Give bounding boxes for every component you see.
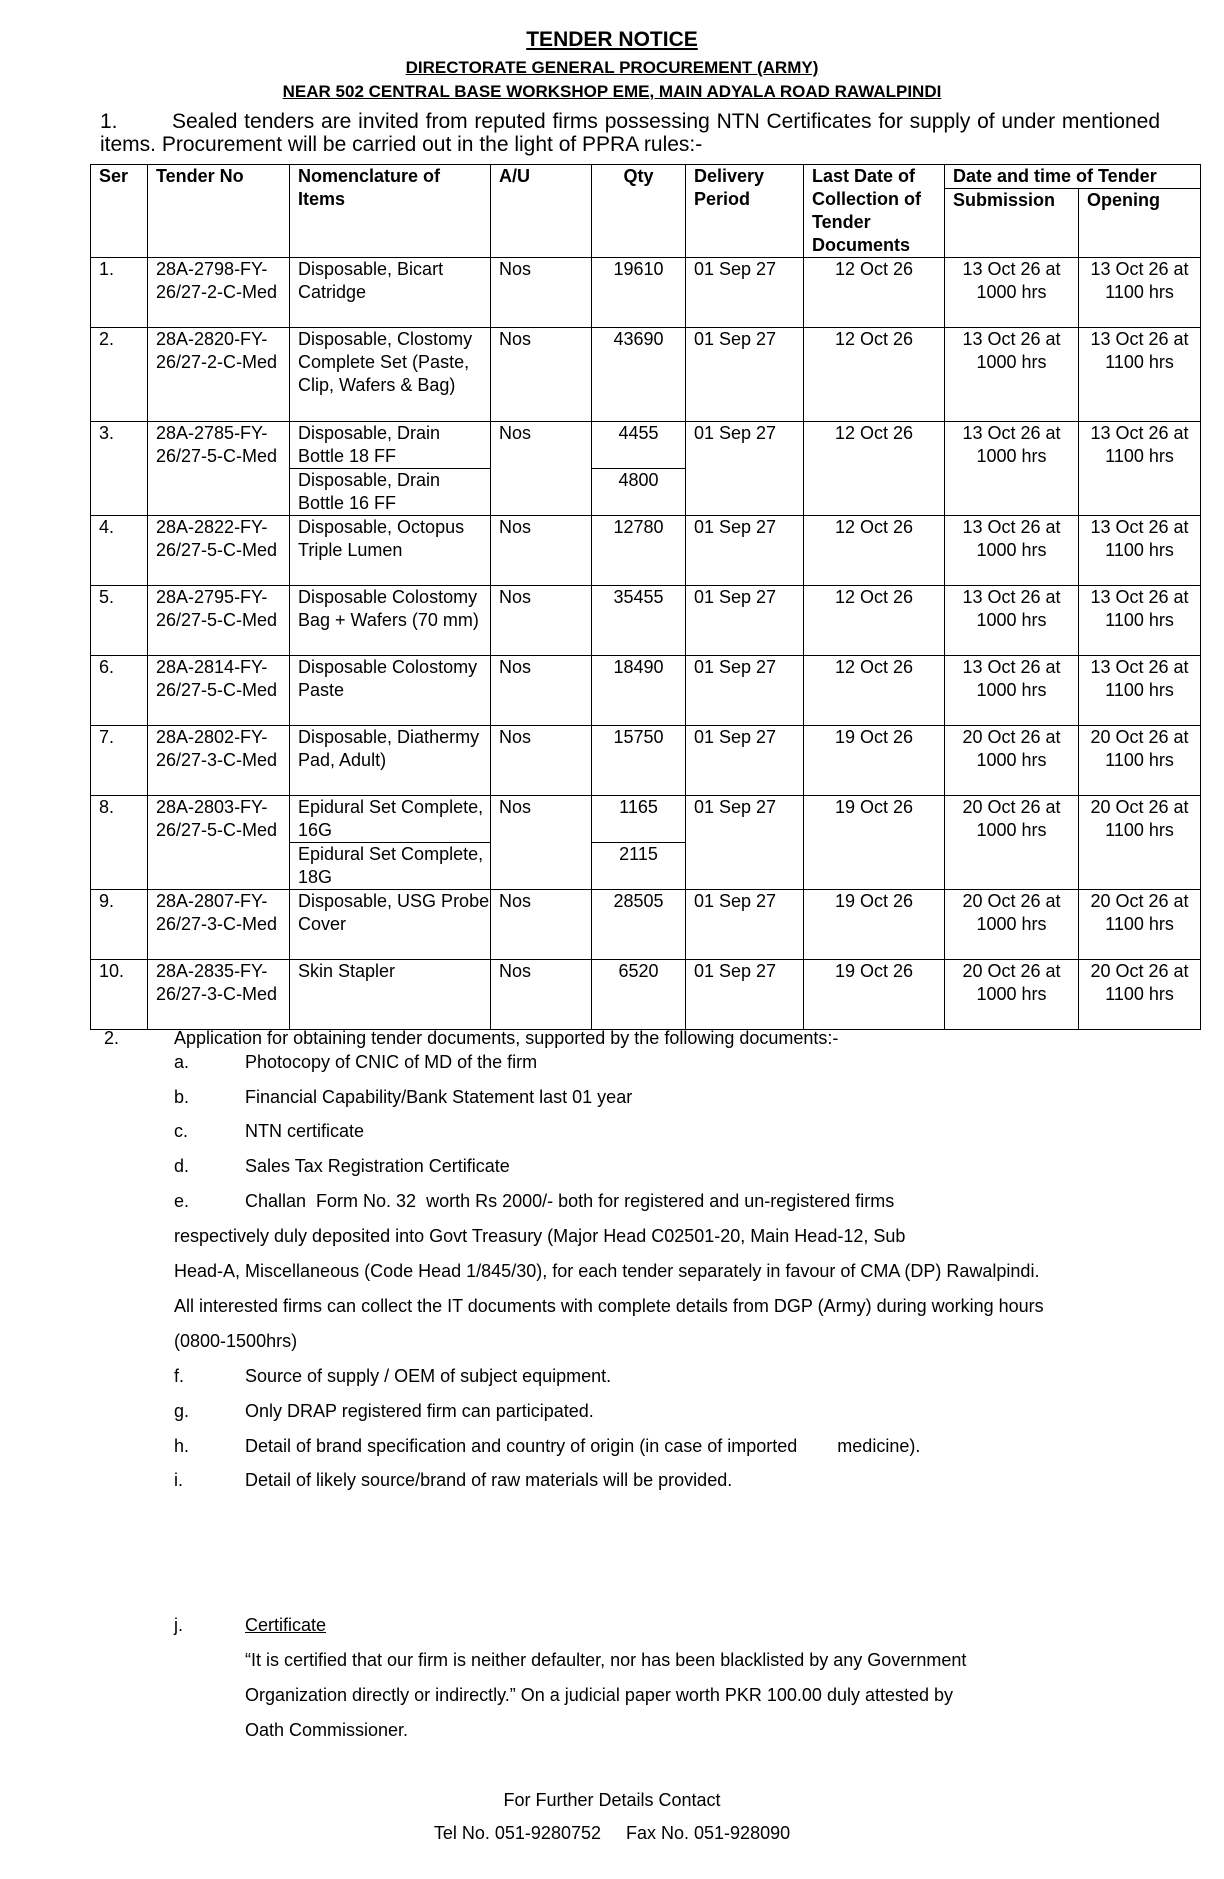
organization-address: NEAR 502 CENTRAL BASE WORKSHOP EME, MAIN ADYALA ROAD RAWALPINDI (282, 82, 942, 101)
cell-ser: 2. (91, 328, 148, 422)
table-row (91, 328, 1201, 422)
cell-tender-no: 28A-2802-FY-26/27-3-C-Med (148, 726, 290, 796)
list-letter: i. (174, 1470, 183, 1490)
header-ser: Ser (91, 165, 148, 258)
cell-au: Nos (491, 586, 592, 656)
section-2-number: 2. (104, 1028, 120, 1048)
header-date-time: Date and time of Tender (945, 165, 1201, 189)
cell-submission: 13 Oct 26 at 1000 hrs (945, 328, 1079, 422)
cell-opening: 13 Oct 26 at 1100 hrs (1079, 258, 1201, 328)
cell-nomenclature: Disposable Colostomy Paste (290, 656, 491, 726)
challan-continuation: Head-A, Miscellaneous (Code Head 1/845/30), for each tender separately in favour of CMA (DP) Rawalpindi. (174, 1261, 1040, 1281)
header-last-date: Last Date of Collection of Tender Documents (804, 165, 945, 258)
cell-delivery: 01 Sep 27 (686, 516, 804, 586)
intro-text: Sealed tenders are invited from reputed firms possessing NTN Certificates for supply of under mentioned items. Procurement will be carried out in the light of PPRA rules:- (100, 110, 1160, 156)
cell-qty: 15750 (592, 726, 686, 796)
cell-last-date: 19 Oct 26 (804, 960, 945, 1030)
cell-au: Nos (491, 422, 592, 516)
cell-last-date: 19 Oct 26 (804, 796, 945, 890)
cell-au: Nos (491, 890, 592, 960)
header-au: A/U (491, 165, 592, 258)
table-row (91, 258, 1201, 328)
cell-nomenclature: Epidural Set Complete, 16G (290, 796, 491, 843)
cell-tender-no: 28A-2835-FY-26/27-3-C-Med (148, 960, 290, 1030)
list-letter: b. (174, 1087, 190, 1107)
list-text: Detail of brand specification and country of origin (in case of imported medicine). (245, 1436, 921, 1456)
list-letter: h. (174, 1436, 190, 1456)
cell-opening: 20 Oct 26 at 1100 hrs (1079, 796, 1201, 890)
header-submission: Submission (945, 189, 1079, 258)
cell-ser: 5. (91, 586, 148, 656)
cell-last-date: 12 Oct 26 (804, 422, 945, 516)
cell-au: Nos (491, 328, 592, 422)
cell-qty: 43690 (592, 328, 686, 422)
cell-tender-no: 28A-2798-FY-26/27-2-C-Med (148, 258, 290, 328)
cell-submission: 20 Oct 26 at 1000 hrs (945, 960, 1079, 1030)
cell-delivery: 01 Sep 27 (686, 258, 804, 328)
cell-opening: 13 Oct 26 at 1100 hrs (1079, 422, 1201, 516)
cell-delivery: 01 Sep 27 (686, 960, 804, 1030)
cell-ser: 7. (91, 726, 148, 796)
list-letter: a. (174, 1052, 190, 1072)
cell-delivery: 01 Sep 27 (686, 890, 804, 960)
cell-delivery: 01 Sep 27 (686, 422, 804, 516)
cell-qty: 4800 (592, 469, 686, 516)
cell-au: Nos (491, 960, 592, 1030)
cell-nomenclature: Skin Stapler (290, 960, 491, 1030)
cell-qty: 12780 (592, 516, 686, 586)
cell-nomenclature: Disposable, USG Probe Cover (290, 890, 491, 960)
table-row (91, 960, 1201, 1030)
cell-tender-no: 28A-2807-FY-26/27-3-C-Med (148, 890, 290, 960)
cell-last-date: 19 Oct 26 (804, 726, 945, 796)
cell-last-date: 12 Oct 26 (804, 516, 945, 586)
intro-paragraph (100, 110, 1160, 156)
cell-qty: 19610 (592, 258, 686, 328)
cell-au: Nos (491, 258, 592, 328)
cell-nomenclature: Epidural Set Complete, 18G (290, 843, 491, 890)
cell-opening: 13 Oct 26 at 1100 hrs (1079, 586, 1201, 656)
cell-opening: 13 Oct 26 at 1100 hrs (1079, 516, 1201, 586)
cell-ser: 10. (91, 960, 148, 1030)
table-row (91, 656, 1201, 726)
cell-submission: 20 Oct 26 at 1000 hrs (945, 890, 1079, 960)
certificate-heading: Certificate (245, 1615, 327, 1635)
cell-opening: 13 Oct 26 at 1100 hrs (1079, 656, 1201, 726)
cell-submission: 13 Oct 26 at 1000 hrs (945, 516, 1079, 586)
cell-last-date: 19 Oct 26 (804, 890, 945, 960)
cell-tender-no: 28A-2795-FY-26/27-5-C-Med (148, 586, 290, 656)
cell-submission: 13 Oct 26 at 1000 hrs (945, 656, 1079, 726)
cell-tender-no: 28A-2820-FY-26/27-2-C-Med (148, 328, 290, 422)
tender-table (90, 164, 1201, 1030)
cell-tender-no: 28A-2803-FY-26/27-5-C-Med (148, 796, 290, 890)
cell-submission: 13 Oct 26 at 1000 hrs (945, 258, 1079, 328)
cell-delivery: 01 Sep 27 (686, 328, 804, 422)
cell-qty: 1165 (592, 796, 686, 843)
table-body (91, 258, 1201, 1030)
certificate-text: Organization directly or indirectly.” On a judicial paper worth PKR 100.00 duly attested by (245, 1685, 954, 1705)
header-qty: Qty (592, 165, 686, 258)
header-opening: Opening (1079, 189, 1201, 258)
cell-au: Nos (491, 516, 592, 586)
cell-qty: 6520 (592, 960, 686, 1030)
cell-nomenclature: Disposable, Bicart Catridge (290, 258, 491, 328)
header-tender-no: Tender No (148, 165, 290, 258)
cell-ser: 9. (91, 890, 148, 960)
list-letter: f. (174, 1366, 185, 1386)
list-text: Only DRAP registered firm can participated. (245, 1401, 594, 1421)
cell-ser: 6. (91, 656, 148, 726)
list-text: Sales Tax Registration Certificate (245, 1156, 510, 1176)
table-row (91, 516, 1201, 586)
cell-nomenclature: Disposable, Drain Bottle 16 FF (290, 469, 491, 516)
cell-qty: 4455 (592, 422, 686, 469)
list-text: Detail of likely source/brand of raw materials will be provided. (245, 1470, 733, 1490)
cell-delivery: 01 Sep 27 (686, 726, 804, 796)
cell-last-date: 12 Oct 26 (804, 656, 945, 726)
cell-nomenclature: Disposable Colostomy Bag + Wafers (70 mm) (290, 586, 491, 656)
cell-delivery: 01 Sep 27 (686, 796, 804, 890)
cell-au: Nos (491, 796, 592, 890)
list-text: Financial Capability/Bank Statement last 01 year (245, 1087, 633, 1107)
contact-line: For Further Details Contact (503, 1790, 721, 1810)
list-letter: d. (174, 1156, 190, 1176)
cell-last-date: 12 Oct 26 (804, 328, 945, 422)
cell-au: Nos (491, 656, 592, 726)
header-nomenclature: Nomenclature of Items (290, 165, 491, 258)
table-row (91, 890, 1201, 960)
header-delivery: Delivery Period (686, 165, 804, 258)
list-letter: e. (174, 1191, 190, 1211)
cell-tender-no: 28A-2822-FY-26/27-5-C-Med (148, 516, 290, 586)
cell-ser: 3. (91, 422, 148, 516)
cell-opening: 20 Oct 26 at 1100 hrs (1079, 890, 1201, 960)
cell-au: Nos (491, 726, 592, 796)
cell-delivery: 01 Sep 27 (686, 656, 804, 726)
notice-title: TENDER NOTICE (526, 28, 698, 51)
cell-delivery: 01 Sep 27 (686, 586, 804, 656)
cell-submission: 20 Oct 26 at 1000 hrs (945, 796, 1079, 890)
cell-qty: 2115 (592, 843, 686, 890)
cell-nomenclature: Disposable, Drain Bottle 18 FF (290, 422, 491, 469)
cell-tender-no: 28A-2814-FY-26/27-5-C-Med (148, 656, 290, 726)
list-letter: c. (174, 1121, 189, 1141)
certificate-text: “It is certified that our firm is neither defaulter, nor has been blacklisted by any Government (245, 1650, 967, 1670)
organization-name: DIRECTORATE GENERAL PROCUREMENT (ARMY) (405, 58, 819, 77)
cell-opening: 20 Oct 26 at 1100 hrs (1079, 960, 1201, 1030)
table-row (91, 796, 1201, 843)
cell-ser: 1. (91, 258, 148, 328)
cell-qty: 28505 (592, 890, 686, 960)
list-text: Source of supply / OEM of subject equipment. (245, 1366, 612, 1386)
list-letter: j. (174, 1615, 183, 1635)
cell-submission: 13 Oct 26 at 1000 hrs (945, 422, 1079, 516)
challan-continuation: respectively duly deposited into Govt Treasury (Major Head C02501-20, Main Head-12, Sub (174, 1226, 906, 1246)
cell-nomenclature: Disposable, Clostomy Complete Set (Paste, Clip, Wafers & Bag) (290, 328, 491, 422)
cell-last-date: 12 Oct 26 (804, 586, 945, 656)
cell-qty: 18490 (592, 656, 686, 726)
table-row (91, 726, 1201, 796)
list-text: NTN certificate (245, 1121, 365, 1141)
list-text: Challan Form No. 32 worth Rs 2000/- both for registered and un-registered firms (245, 1191, 895, 1211)
cell-nomenclature: Disposable, Octopus Triple Lumen (290, 516, 491, 586)
cell-opening: 13 Oct 26 at 1100 hrs (1079, 328, 1201, 422)
cell-submission: 13 Oct 26 at 1000 hrs (945, 586, 1079, 656)
section-2-text: Application for obtaining tender documents, supported by the following documents:- (174, 1028, 839, 1048)
tel-fax-line: Tel No. 051-9280752 Fax No. 051-928090 (433, 1823, 791, 1843)
challan-continuation: (0800-1500hrs) (174, 1331, 298, 1351)
cell-ser: 4. (91, 516, 148, 586)
cell-qty: 35455 (592, 586, 686, 656)
cell-nomenclature: Disposable, Diathermy Pad, Adult) (290, 726, 491, 796)
table-row (91, 586, 1201, 656)
challan-continuation: All interested firms can collect the IT documents with complete details from DGP (Army) during working hours (174, 1296, 1044, 1316)
list-text: Photocopy of CNIC of MD of the firm (245, 1052, 538, 1072)
cell-submission: 20 Oct 26 at 1000 hrs (945, 726, 1079, 796)
cell-tender-no: 28A-2785-FY-26/27-5-C-Med (148, 422, 290, 516)
certificate-text: Oath Commissioner. (245, 1720, 409, 1740)
list-letter: g. (174, 1401, 190, 1421)
cell-last-date: 12 Oct 26 (804, 258, 945, 328)
intro-number: 1. (100, 110, 118, 133)
cell-opening: 20 Oct 26 at 1100 hrs (1079, 726, 1201, 796)
table-row (91, 422, 1201, 469)
cell-ser: 8. (91, 796, 148, 890)
